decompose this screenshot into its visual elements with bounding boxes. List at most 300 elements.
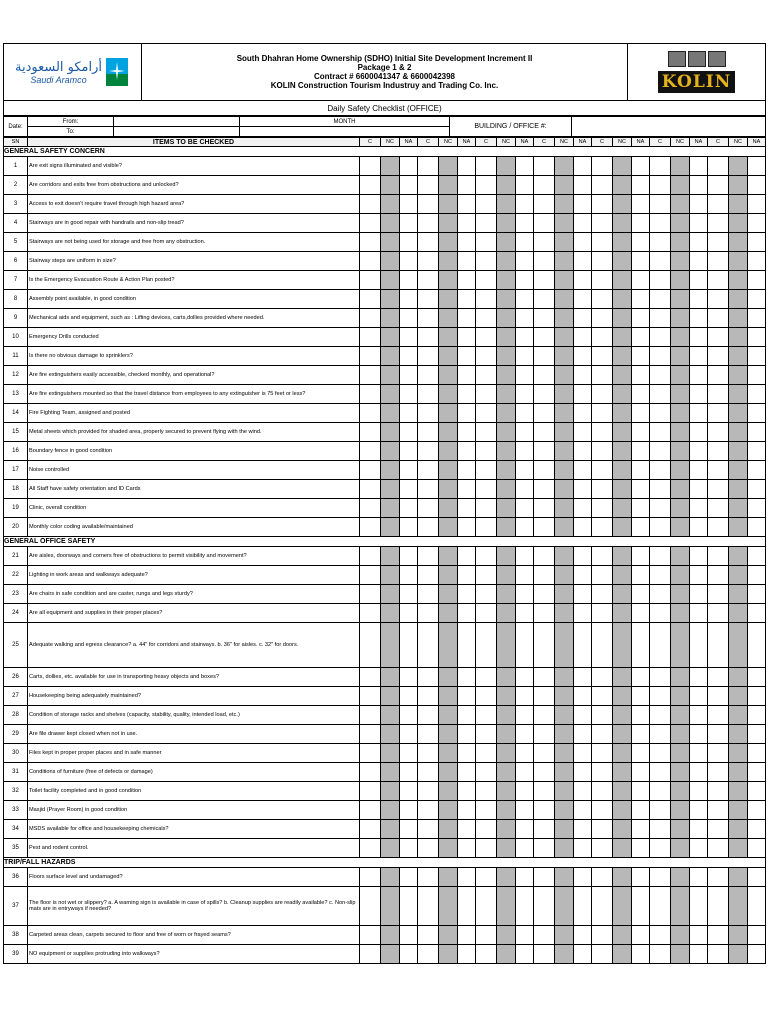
check-cell[interactable] bbox=[458, 801, 476, 820]
check-cell[interactable] bbox=[592, 328, 613, 347]
check-cell[interactable] bbox=[613, 480, 632, 499]
check-cell[interactable] bbox=[534, 290, 555, 309]
check-cell[interactable] bbox=[592, 442, 613, 461]
check-cell[interactable] bbox=[534, 233, 555, 252]
check-cell[interactable] bbox=[613, 442, 632, 461]
check-cell[interactable] bbox=[458, 290, 476, 309]
check-cell[interactable] bbox=[360, 442, 381, 461]
check-cell[interactable] bbox=[690, 404, 708, 423]
check-cell[interactable] bbox=[418, 585, 439, 604]
check-cell[interactable] bbox=[690, 328, 708, 347]
check-cell[interactable] bbox=[748, 604, 766, 623]
check-cell[interactable] bbox=[516, 233, 534, 252]
check-cell[interactable] bbox=[439, 706, 458, 725]
check-cell[interactable] bbox=[574, 945, 592, 964]
building-field[interactable] bbox=[572, 117, 766, 137]
check-cell[interactable] bbox=[497, 820, 516, 839]
check-cell[interactable] bbox=[592, 585, 613, 604]
check-cell[interactable] bbox=[690, 252, 708, 271]
check-cell[interactable] bbox=[418, 945, 439, 964]
check-cell[interactable] bbox=[516, 926, 534, 945]
check-cell[interactable] bbox=[632, 290, 650, 309]
check-cell[interactable] bbox=[613, 604, 632, 623]
check-cell[interactable] bbox=[418, 887, 439, 926]
check-cell[interactable] bbox=[516, 868, 534, 887]
check-cell[interactable] bbox=[458, 604, 476, 623]
check-cell[interactable] bbox=[400, 604, 418, 623]
check-cell[interactable] bbox=[574, 763, 592, 782]
check-cell[interactable] bbox=[458, 385, 476, 404]
check-cell[interactable] bbox=[381, 604, 400, 623]
check-cell[interactable] bbox=[418, 252, 439, 271]
check-cell[interactable] bbox=[400, 782, 418, 801]
check-cell[interactable] bbox=[650, 887, 671, 926]
check-cell[interactable] bbox=[534, 868, 555, 887]
check-cell[interactable] bbox=[671, 887, 690, 926]
check-cell[interactable] bbox=[708, 839, 729, 858]
check-cell[interactable] bbox=[516, 214, 534, 233]
check-cell[interactable] bbox=[458, 887, 476, 926]
check-cell[interactable] bbox=[534, 887, 555, 926]
check-cell[interactable] bbox=[555, 385, 574, 404]
check-cell[interactable] bbox=[497, 385, 516, 404]
check-cell[interactable] bbox=[555, 623, 574, 668]
check-cell[interactable] bbox=[458, 157, 476, 176]
check-cell[interactable] bbox=[671, 820, 690, 839]
check-cell[interactable] bbox=[632, 687, 650, 706]
check-cell[interactable] bbox=[708, 271, 729, 290]
check-cell[interactable] bbox=[671, 195, 690, 214]
check-cell[interactable] bbox=[476, 820, 497, 839]
check-cell[interactable] bbox=[476, 585, 497, 604]
check-cell[interactable] bbox=[632, 887, 650, 926]
check-cell[interactable] bbox=[729, 687, 748, 706]
check-cell[interactable] bbox=[476, 442, 497, 461]
check-cell[interactable] bbox=[516, 480, 534, 499]
check-cell[interactable] bbox=[476, 566, 497, 585]
check-cell[interactable] bbox=[613, 763, 632, 782]
check-cell[interactable] bbox=[458, 926, 476, 945]
check-cell[interactable] bbox=[613, 423, 632, 442]
check-cell[interactable] bbox=[574, 725, 592, 744]
check-cell[interactable] bbox=[476, 604, 497, 623]
check-cell[interactable] bbox=[690, 518, 708, 537]
check-cell[interactable] bbox=[574, 926, 592, 945]
check-cell[interactable] bbox=[632, 839, 650, 858]
check-cell[interactable] bbox=[534, 176, 555, 195]
check-cell[interactable] bbox=[708, 668, 729, 687]
check-cell[interactable] bbox=[418, 518, 439, 537]
check-cell[interactable] bbox=[671, 366, 690, 385]
check-cell[interactable] bbox=[497, 442, 516, 461]
check-cell[interactable] bbox=[360, 668, 381, 687]
check-cell[interactable] bbox=[555, 157, 574, 176]
check-cell[interactable] bbox=[729, 706, 748, 725]
check-cell[interactable] bbox=[671, 566, 690, 585]
check-cell[interactable] bbox=[516, 782, 534, 801]
check-cell[interactable] bbox=[708, 423, 729, 442]
check-cell[interactable] bbox=[650, 290, 671, 309]
check-cell[interactable] bbox=[381, 725, 400, 744]
check-cell[interactable] bbox=[690, 566, 708, 585]
check-cell[interactable] bbox=[360, 926, 381, 945]
check-cell[interactable] bbox=[671, 290, 690, 309]
check-cell[interactable] bbox=[497, 176, 516, 195]
check-cell[interactable] bbox=[516, 945, 534, 964]
check-cell[interactable] bbox=[708, 518, 729, 537]
check-cell[interactable] bbox=[400, 347, 418, 366]
check-cell[interactable] bbox=[650, 744, 671, 763]
check-cell[interactable] bbox=[516, 566, 534, 585]
check-cell[interactable] bbox=[613, 176, 632, 195]
check-cell[interactable] bbox=[400, 820, 418, 839]
check-cell[interactable] bbox=[381, 176, 400, 195]
check-cell[interactable] bbox=[476, 744, 497, 763]
check-cell[interactable] bbox=[574, 604, 592, 623]
check-cell[interactable] bbox=[690, 547, 708, 566]
check-cell[interactable] bbox=[650, 499, 671, 518]
check-cell[interactable] bbox=[748, 252, 766, 271]
check-cell[interactable] bbox=[748, 566, 766, 585]
check-cell[interactable] bbox=[708, 744, 729, 763]
check-cell[interactable] bbox=[708, 820, 729, 839]
check-cell[interactable] bbox=[748, 404, 766, 423]
check-cell[interactable] bbox=[729, 801, 748, 820]
check-cell[interactable] bbox=[592, 404, 613, 423]
check-cell[interactable] bbox=[574, 404, 592, 423]
check-cell[interactable] bbox=[613, 744, 632, 763]
check-cell[interactable] bbox=[458, 271, 476, 290]
check-cell[interactable] bbox=[497, 252, 516, 271]
check-cell[interactable] bbox=[632, 763, 650, 782]
check-cell[interactable] bbox=[400, 290, 418, 309]
check-cell[interactable] bbox=[458, 233, 476, 252]
check-cell[interactable] bbox=[690, 176, 708, 195]
check-cell[interactable] bbox=[381, 668, 400, 687]
check-cell[interactable] bbox=[400, 423, 418, 442]
check-cell[interactable] bbox=[729, 423, 748, 442]
check-cell[interactable] bbox=[458, 839, 476, 858]
check-cell[interactable] bbox=[671, 499, 690, 518]
check-cell[interactable] bbox=[729, 176, 748, 195]
check-cell[interactable] bbox=[418, 461, 439, 480]
check-cell[interactable] bbox=[671, 868, 690, 887]
check-cell[interactable] bbox=[650, 687, 671, 706]
check-cell[interactable] bbox=[708, 157, 729, 176]
check-cell[interactable] bbox=[729, 547, 748, 566]
check-cell[interactable] bbox=[671, 668, 690, 687]
check-cell[interactable] bbox=[497, 668, 516, 687]
check-cell[interactable] bbox=[555, 585, 574, 604]
check-cell[interactable] bbox=[516, 839, 534, 858]
check-cell[interactable] bbox=[708, 547, 729, 566]
check-cell[interactable] bbox=[632, 668, 650, 687]
check-cell[interactable] bbox=[476, 290, 497, 309]
check-cell[interactable] bbox=[516, 668, 534, 687]
check-cell[interactable] bbox=[497, 309, 516, 328]
check-cell[interactable] bbox=[671, 782, 690, 801]
check-cell[interactable] bbox=[476, 271, 497, 290]
check-cell[interactable] bbox=[400, 725, 418, 744]
check-cell[interactable] bbox=[555, 290, 574, 309]
check-cell[interactable] bbox=[497, 214, 516, 233]
check-cell[interactable] bbox=[418, 233, 439, 252]
check-cell[interactable] bbox=[632, 461, 650, 480]
check-cell[interactable] bbox=[555, 801, 574, 820]
check-cell[interactable] bbox=[708, 499, 729, 518]
check-cell[interactable] bbox=[497, 233, 516, 252]
check-cell[interactable] bbox=[458, 480, 476, 499]
check-cell[interactable] bbox=[497, 518, 516, 537]
check-cell[interactable] bbox=[360, 868, 381, 887]
check-cell[interactable] bbox=[476, 706, 497, 725]
check-cell[interactable] bbox=[360, 461, 381, 480]
check-cell[interactable] bbox=[748, 423, 766, 442]
check-cell[interactable] bbox=[632, 271, 650, 290]
check-cell[interactable] bbox=[476, 868, 497, 887]
check-cell[interactable] bbox=[632, 945, 650, 964]
check-cell[interactable] bbox=[632, 725, 650, 744]
check-cell[interactable] bbox=[632, 423, 650, 442]
check-cell[interactable] bbox=[613, 868, 632, 887]
check-cell[interactable] bbox=[360, 309, 381, 328]
check-cell[interactable] bbox=[381, 423, 400, 442]
check-cell[interactable] bbox=[690, 820, 708, 839]
check-cell[interactable] bbox=[458, 725, 476, 744]
check-cell[interactable] bbox=[476, 195, 497, 214]
check-cell[interactable] bbox=[748, 725, 766, 744]
check-cell[interactable] bbox=[592, 547, 613, 566]
check-cell[interactable] bbox=[690, 744, 708, 763]
check-cell[interactable] bbox=[476, 668, 497, 687]
check-cell[interactable] bbox=[690, 604, 708, 623]
check-cell[interactable] bbox=[381, 157, 400, 176]
check-cell[interactable] bbox=[555, 347, 574, 366]
check-cell[interactable] bbox=[592, 214, 613, 233]
check-cell[interactable] bbox=[574, 480, 592, 499]
check-cell[interactable] bbox=[497, 328, 516, 347]
check-cell[interactable] bbox=[650, 461, 671, 480]
check-cell[interactable] bbox=[497, 801, 516, 820]
check-cell[interactable] bbox=[458, 195, 476, 214]
check-cell[interactable] bbox=[708, 176, 729, 195]
check-cell[interactable] bbox=[360, 782, 381, 801]
check-cell[interactable] bbox=[729, 585, 748, 604]
check-cell[interactable] bbox=[613, 725, 632, 744]
check-cell[interactable] bbox=[729, 725, 748, 744]
check-cell[interactable] bbox=[555, 518, 574, 537]
check-cell[interactable] bbox=[534, 623, 555, 668]
check-cell[interactable] bbox=[708, 385, 729, 404]
check-cell[interactable] bbox=[418, 744, 439, 763]
check-cell[interactable] bbox=[690, 214, 708, 233]
check-cell[interactable] bbox=[534, 820, 555, 839]
check-cell[interactable] bbox=[690, 195, 708, 214]
check-cell[interactable] bbox=[632, 744, 650, 763]
check-cell[interactable] bbox=[690, 461, 708, 480]
check-cell[interactable] bbox=[708, 252, 729, 271]
check-cell[interactable] bbox=[476, 309, 497, 328]
check-cell[interactable] bbox=[650, 176, 671, 195]
check-cell[interactable] bbox=[400, 668, 418, 687]
check-cell[interactable] bbox=[708, 945, 729, 964]
check-cell[interactable] bbox=[381, 926, 400, 945]
check-cell[interactable] bbox=[729, 442, 748, 461]
check-cell[interactable] bbox=[555, 820, 574, 839]
check-cell[interactable] bbox=[632, 385, 650, 404]
check-cell[interactable] bbox=[613, 347, 632, 366]
check-cell[interactable] bbox=[516, 366, 534, 385]
check-cell[interactable] bbox=[729, 668, 748, 687]
check-cell[interactable] bbox=[555, 945, 574, 964]
check-cell[interactable] bbox=[690, 706, 708, 725]
check-cell[interactable] bbox=[418, 926, 439, 945]
check-cell[interactable] bbox=[516, 623, 534, 668]
check-cell[interactable] bbox=[613, 271, 632, 290]
check-cell[interactable] bbox=[671, 763, 690, 782]
check-cell[interactable] bbox=[439, 801, 458, 820]
check-cell[interactable] bbox=[458, 623, 476, 668]
check-cell[interactable] bbox=[400, 385, 418, 404]
check-cell[interactable] bbox=[381, 442, 400, 461]
check-cell[interactable] bbox=[458, 782, 476, 801]
check-cell[interactable] bbox=[748, 309, 766, 328]
check-cell[interactable] bbox=[592, 782, 613, 801]
check-cell[interactable] bbox=[748, 839, 766, 858]
check-cell[interactable] bbox=[555, 233, 574, 252]
check-cell[interactable] bbox=[613, 214, 632, 233]
month-field[interactable] bbox=[240, 127, 450, 137]
check-cell[interactable] bbox=[574, 868, 592, 887]
check-cell[interactable] bbox=[574, 347, 592, 366]
check-cell[interactable] bbox=[708, 585, 729, 604]
check-cell[interactable] bbox=[748, 926, 766, 945]
check-cell[interactable] bbox=[476, 157, 497, 176]
check-cell[interactable] bbox=[690, 157, 708, 176]
check-cell[interactable] bbox=[632, 252, 650, 271]
check-cell[interactable] bbox=[439, 687, 458, 706]
check-cell[interactable] bbox=[516, 820, 534, 839]
check-cell[interactable] bbox=[555, 744, 574, 763]
check-cell[interactable] bbox=[650, 366, 671, 385]
check-cell[interactable] bbox=[632, 214, 650, 233]
check-cell[interactable] bbox=[632, 233, 650, 252]
check-cell[interactable] bbox=[418, 706, 439, 725]
check-cell[interactable] bbox=[418, 820, 439, 839]
check-cell[interactable] bbox=[458, 820, 476, 839]
check-cell[interactable] bbox=[400, 442, 418, 461]
check-cell[interactable] bbox=[381, 623, 400, 668]
check-cell[interactable] bbox=[497, 499, 516, 518]
check-cell[interactable] bbox=[729, 385, 748, 404]
check-cell[interactable] bbox=[729, 744, 748, 763]
check-cell[interactable] bbox=[439, 725, 458, 744]
check-cell[interactable] bbox=[458, 499, 476, 518]
check-cell[interactable] bbox=[690, 687, 708, 706]
check-cell[interactable] bbox=[381, 309, 400, 328]
check-cell[interactable] bbox=[632, 442, 650, 461]
check-cell[interactable] bbox=[613, 157, 632, 176]
check-cell[interactable] bbox=[534, 385, 555, 404]
check-cell[interactable] bbox=[748, 480, 766, 499]
check-cell[interactable] bbox=[497, 623, 516, 668]
check-cell[interactable] bbox=[476, 687, 497, 706]
check-cell[interactable] bbox=[476, 801, 497, 820]
check-cell[interactable] bbox=[632, 309, 650, 328]
check-cell[interactable] bbox=[690, 347, 708, 366]
check-cell[interactable] bbox=[360, 347, 381, 366]
check-cell[interactable] bbox=[671, 604, 690, 623]
check-cell[interactable] bbox=[748, 687, 766, 706]
check-cell[interactable] bbox=[650, 782, 671, 801]
check-cell[interactable] bbox=[458, 404, 476, 423]
check-cell[interactable] bbox=[497, 926, 516, 945]
check-cell[interactable] bbox=[476, 926, 497, 945]
check-cell[interactable] bbox=[400, 252, 418, 271]
check-cell[interactable] bbox=[516, 461, 534, 480]
check-cell[interactable] bbox=[476, 252, 497, 271]
check-cell[interactable] bbox=[476, 423, 497, 442]
check-cell[interactable] bbox=[748, 233, 766, 252]
check-cell[interactable] bbox=[534, 725, 555, 744]
check-cell[interactable] bbox=[458, 547, 476, 566]
check-cell[interactable] bbox=[439, 195, 458, 214]
check-cell[interactable] bbox=[650, 945, 671, 964]
check-cell[interactable] bbox=[516, 801, 534, 820]
check-cell[interactable] bbox=[729, 309, 748, 328]
check-cell[interactable] bbox=[574, 271, 592, 290]
check-cell[interactable] bbox=[650, 309, 671, 328]
check-cell[interactable] bbox=[574, 157, 592, 176]
check-cell[interactable] bbox=[592, 623, 613, 668]
check-cell[interactable] bbox=[555, 442, 574, 461]
check-cell[interactable] bbox=[418, 839, 439, 858]
check-cell[interactable] bbox=[516, 887, 534, 926]
check-cell[interactable] bbox=[729, 347, 748, 366]
check-cell[interactable] bbox=[516, 252, 534, 271]
check-cell[interactable] bbox=[360, 328, 381, 347]
check-cell[interactable] bbox=[458, 252, 476, 271]
check-cell[interactable] bbox=[360, 499, 381, 518]
check-cell[interactable] bbox=[497, 366, 516, 385]
check-cell[interactable] bbox=[516, 499, 534, 518]
check-cell[interactable] bbox=[592, 604, 613, 623]
check-cell[interactable] bbox=[439, 782, 458, 801]
check-cell[interactable] bbox=[418, 385, 439, 404]
check-cell[interactable] bbox=[592, 744, 613, 763]
check-cell[interactable] bbox=[632, 566, 650, 585]
check-cell[interactable] bbox=[729, 604, 748, 623]
check-cell[interactable] bbox=[690, 423, 708, 442]
check-cell[interactable] bbox=[574, 623, 592, 668]
check-cell[interactable] bbox=[458, 347, 476, 366]
check-cell[interactable] bbox=[534, 585, 555, 604]
check-cell[interactable] bbox=[650, 763, 671, 782]
check-cell[interactable] bbox=[439, 480, 458, 499]
check-cell[interactable] bbox=[555, 328, 574, 347]
check-cell[interactable] bbox=[632, 176, 650, 195]
check-cell[interactable] bbox=[381, 499, 400, 518]
check-cell[interactable] bbox=[381, 585, 400, 604]
check-cell[interactable] bbox=[748, 518, 766, 537]
check-cell[interactable] bbox=[574, 233, 592, 252]
check-cell[interactable] bbox=[729, 820, 748, 839]
check-cell[interactable] bbox=[613, 499, 632, 518]
check-cell[interactable] bbox=[592, 423, 613, 442]
check-cell[interactable] bbox=[650, 801, 671, 820]
check-cell[interactable] bbox=[708, 782, 729, 801]
check-cell[interactable] bbox=[613, 518, 632, 537]
